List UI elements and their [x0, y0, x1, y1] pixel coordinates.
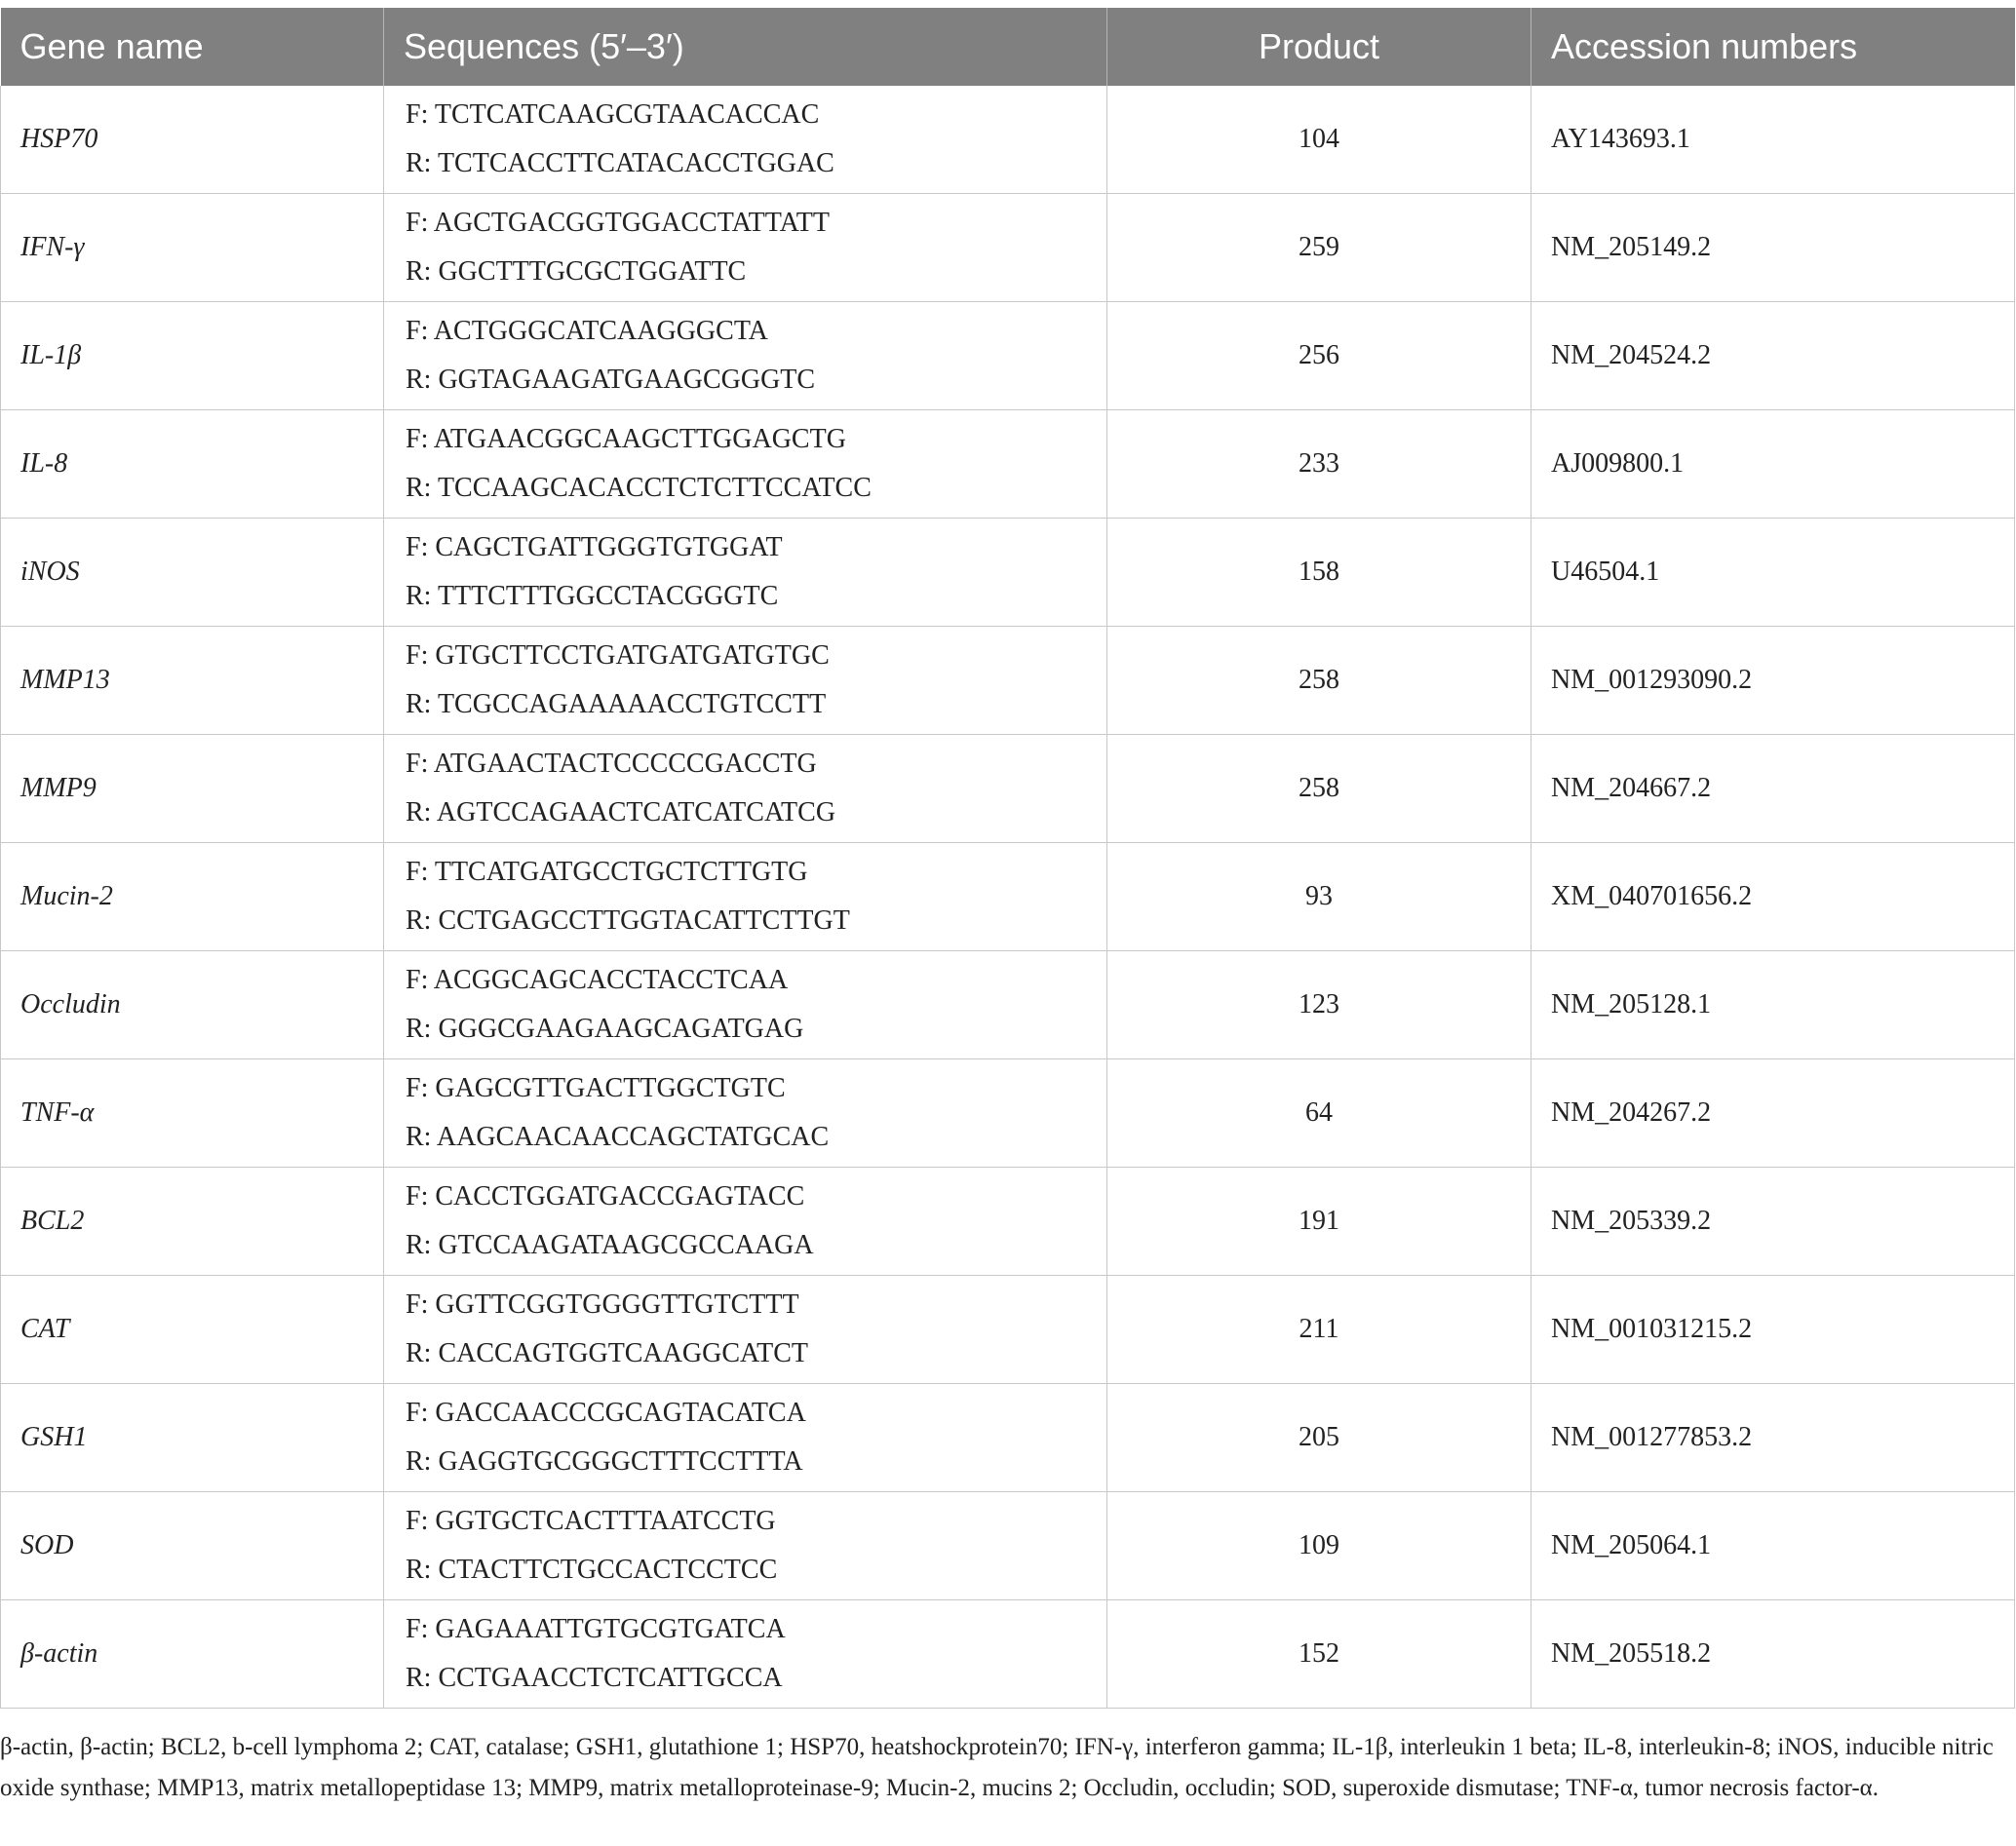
reverse-primer: R: TCCAAGCACACCTCTCTTCCATCC	[406, 473, 872, 503]
table-row	[1, 951, 2015, 1059]
table-row	[1, 1492, 2015, 1600]
gene-name-cell: GSH1	[1, 1384, 384, 1492]
reverse-primer: R: CCTGAACCTCTCATTGCCA	[406, 1663, 783, 1693]
sequence-cell	[384, 1600, 1107, 1709]
table-row	[1, 86, 2015, 194]
sequence-cell	[384, 302, 1107, 410]
gene-name-cell: MMP9	[1, 735, 384, 843]
gene-name-cell: iNOS	[1, 519, 384, 627]
sequence-cell	[384, 410, 1107, 519]
accession-cell: NM_204524.2	[1531, 302, 2015, 410]
accession-cell: NM_001031215.2	[1531, 1276, 2015, 1384]
reverse-primer: R: AAGCAACAACCAGCTATGCAC	[406, 1122, 830, 1152]
table-row	[1, 410, 2015, 519]
header-row	[1, 8, 2015, 86]
gene-name-cell: β-actin	[1, 1600, 384, 1709]
reverse-primer: R: TTTCTTTGGCCTACGGGTC	[406, 581, 779, 611]
forward-primer: F: GGTGCTCACTTTAATCCTG	[406, 1506, 776, 1536]
product-cell: 211	[1107, 1276, 1531, 1384]
sequence-cell	[384, 1492, 1107, 1600]
product-cell: 259	[1107, 194, 1531, 302]
reverse-primer: R: CCTGAGCCTTGGTACATTCTTGT	[406, 905, 850, 936]
product-cell: 93	[1107, 843, 1531, 951]
gene-name-cell: IFN-γ	[1, 194, 384, 302]
sequence-cell	[384, 1168, 1107, 1276]
forward-primer: F: GTGCTTCCTGATGATGATGTGC	[406, 640, 830, 671]
reverse-primer: R: GAGGTGCGGGCTTTCCTTTA	[406, 1446, 803, 1477]
reverse-primer: R: GGTAGAAGATGAAGCGGGTC	[406, 365, 816, 395]
accession-cell: NM_205064.1	[1531, 1492, 2015, 1600]
table-row	[1, 1276, 2015, 1384]
accession-cell: NM_001277853.2	[1531, 1384, 2015, 1492]
forward-primer: F: CAGCTGATTGGGTGTGGAT	[406, 532, 783, 562]
product-cell: 205	[1107, 1384, 1531, 1492]
accession-cell: XM_040701656.2	[1531, 843, 2015, 951]
reverse-primer: R: TCGCCAGAAAAACCTGTCCTT	[406, 689, 827, 719]
sequence-cell	[384, 1276, 1107, 1384]
product-cell: 258	[1107, 735, 1531, 843]
gene-name-cell: Mucin-2	[1, 843, 384, 951]
table-body	[1, 86, 2015, 1709]
product-cell: 191	[1107, 1168, 1531, 1276]
accession-cell: NM_001293090.2	[1531, 627, 2015, 735]
gene-name-cell: TNF-α	[1, 1059, 384, 1168]
sequence-cell	[384, 843, 1107, 951]
gene-name-cell: BCL2	[1, 1168, 384, 1276]
table-header	[1, 8, 2015, 86]
forward-primer: F: GAGAAATTGTGCGTGATCA	[406, 1614, 786, 1644]
sequence-cell	[384, 519, 1107, 627]
accession-cell: NM_205149.2	[1531, 194, 2015, 302]
table-row	[1, 735, 2015, 843]
table-row	[1, 302, 2015, 410]
product-cell: 158	[1107, 519, 1531, 627]
product-cell: 104	[1107, 86, 1531, 194]
product-cell: 233	[1107, 410, 1531, 519]
table-footnote: β-actin, β-actin; BCL2, b-cell lymphoma 2; CAT, catalase; GSH1, glutathione 1; HSP70, heatshockprotein70; IFN-γ, interferon gamma; IL-1β, interleukin 1 beta; IL-8, interleukin-8; iNOS, inducible nitric oxide synthase; MMP13, matrix metallopeptidase 13; MMP9, matrix metalloproteinase-9; Mucin-2, mucins 2; Occludin, occludin; SOD, superoxide dismutase; TNF-α, tumor necrosis factor-α.	[0, 1734, 1994, 1801]
reverse-primer: R: GTCCAAGATAAGCGCCAAGA	[406, 1230, 814, 1260]
gene-name-cell: IL-8	[1, 410, 384, 519]
accession-cell: NM_205339.2	[1531, 1168, 2015, 1276]
header-sequences: Sequences (5′–3′)	[384, 8, 1107, 86]
table-row	[1, 627, 2015, 735]
accession-cell: AY143693.1	[1531, 86, 2015, 194]
accession-cell: NM_205128.1	[1531, 951, 2015, 1059]
sequence-cell	[384, 194, 1107, 302]
product-cell: 109	[1107, 1492, 1531, 1600]
reverse-primer: R: CACCAGTGGTCAAGGCATCT	[406, 1338, 809, 1368]
forward-primer: F: GACCAACCCGCAGTACATCA	[406, 1398, 806, 1428]
accession-cell: U46504.1	[1531, 519, 2015, 627]
forward-primer: F: AGCTGACGGTGGACCTATTATT	[406, 208, 830, 238]
product-cell: 152	[1107, 1600, 1531, 1709]
table-row	[1, 1059, 2015, 1168]
gene-name-cell: CAT	[1, 1276, 384, 1384]
reverse-primer: R: AGTCCAGAACTCATCATCATCG	[406, 797, 836, 827]
forward-primer: F: TCTCATCAAGCGTAACACCAC	[406, 99, 820, 130]
forward-primer: F: CACCTGGATGACCGAGTACC	[406, 1181, 805, 1211]
gene-name-cell: MMP13	[1, 627, 384, 735]
accession-cell: AJ009800.1	[1531, 410, 2015, 519]
accession-cell: NM_204267.2	[1531, 1059, 2015, 1168]
table-row	[1, 843, 2015, 951]
reverse-primer: R: TCTCACCTTCATACACCTGGAC	[406, 148, 834, 178]
table-row	[1, 1600, 2015, 1709]
forward-primer: F: TTCATGATGCCTGCTCTTGTG	[406, 857, 808, 887]
gene-name-cell: SOD	[1, 1492, 384, 1600]
accession-cell: NM_205518.2	[1531, 1600, 2015, 1709]
forward-primer: F: GAGCGTTGACTTGGCTGTC	[406, 1073, 786, 1103]
forward-primer: F: ACTGGGCATCAAGGGCTA	[406, 316, 768, 346]
forward-primer: F: ATGAACGGCAAGCTTGGAGCTG	[406, 424, 846, 454]
table-row	[1, 194, 2015, 302]
product-cell: 123	[1107, 951, 1531, 1059]
header-gene-name: Gene name	[1, 8, 384, 86]
accession-cell: NM_204667.2	[1531, 735, 2015, 843]
primer-table	[0, 8, 2015, 1709]
table-row	[1, 519, 2015, 627]
forward-primer: F: ATGAACTACTCCCCCGACCTG	[406, 749, 817, 779]
sequence-cell	[384, 1384, 1107, 1492]
forward-primer: F: GGTTCGGTGGGGTTGTCTTT	[406, 1289, 799, 1320]
forward-primer: F: ACGGCAGCACCTACCTCAA	[406, 965, 789, 995]
sequence-cell	[384, 627, 1107, 735]
gene-name-cell: HSP70	[1, 86, 384, 194]
sequence-cell	[384, 735, 1107, 843]
sequence-cell	[384, 951, 1107, 1059]
reverse-primer: R: CTACTTCTGCCACTCCTCC	[406, 1555, 778, 1585]
sequence-cell	[384, 1059, 1107, 1168]
table-row	[1, 1168, 2015, 1276]
product-cell: 256	[1107, 302, 1531, 410]
product-cell: 258	[1107, 627, 1531, 735]
reverse-primer: R: GGGCGAAGAAGCAGATGAG	[406, 1014, 804, 1044]
header-product: Product	[1107, 8, 1531, 86]
gene-name-cell: IL-1β	[1, 302, 384, 410]
table-row	[1, 1384, 2015, 1492]
product-cell: 64	[1107, 1059, 1531, 1168]
gene-name-cell: Occludin	[1, 951, 384, 1059]
header-accession-numbers: Accession numbers	[1531, 8, 2015, 86]
sequence-cell	[384, 86, 1107, 194]
reverse-primer: R: GGCTTTGCGCTGGATTC	[406, 256, 747, 287]
